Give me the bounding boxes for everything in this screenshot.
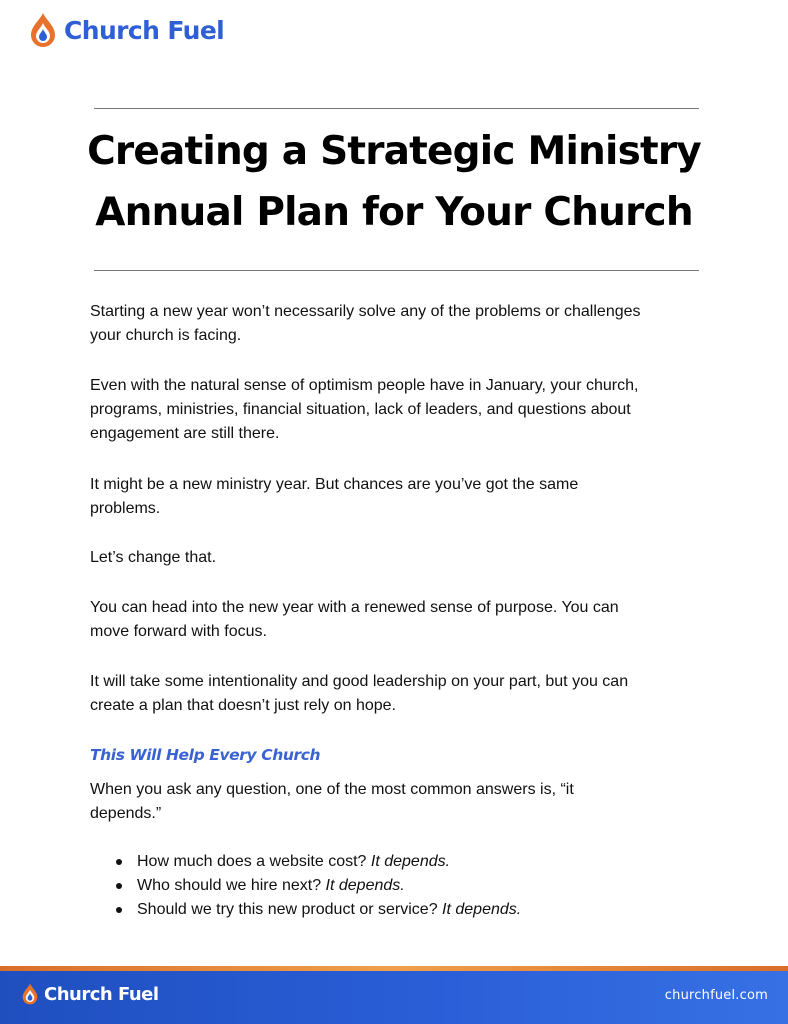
flame-drop-icon xyxy=(30,12,56,48)
paragraph-line: You can head into the new year with a renewed sense of purpose. You can xyxy=(90,599,619,616)
paragraph-2 xyxy=(90,374,720,446)
bullet-list xyxy=(116,850,521,922)
paragraph-3 xyxy=(90,473,720,521)
title-divider-top xyxy=(94,108,699,109)
list-item xyxy=(116,850,521,874)
list-item xyxy=(116,898,521,922)
page-title xyxy=(60,121,728,243)
paragraph-line: move forward with focus. xyxy=(90,623,267,640)
bullet-question: Should we try this new product or service? xyxy=(137,901,443,918)
list-item xyxy=(116,874,521,898)
bullet-answer: It depends. xyxy=(370,853,451,870)
paragraph-line: Even with the natural sense of optimism people have in January, your church, xyxy=(90,377,639,394)
paragraph-line: engagement are still there. xyxy=(90,425,280,442)
section-heading: This Will Help Every Church xyxy=(90,746,321,764)
footer-logo-wordmark: Church Fuel xyxy=(44,983,159,1005)
paragraph-line: It will take some intentionality and good leadership on your part, but you can xyxy=(90,673,629,690)
bullet-answer: It depends. xyxy=(442,901,522,918)
paragraph-line: It might be a new ministry year. But chances are you’ve got the same xyxy=(90,476,579,493)
title-line-1: Creating a Strategic Ministry xyxy=(87,129,701,174)
paragraph-line: programs, ministries, financial situation, lack of leaders, and questions about xyxy=(90,401,631,418)
bullet-question: How much does a website cost? xyxy=(137,853,371,870)
footer-logo xyxy=(22,983,159,1005)
bullet-icon xyxy=(116,907,122,913)
logo-wordmark: Church Fuel xyxy=(64,15,225,45)
paragraph-line: depends.” xyxy=(90,805,162,822)
bullet-question: Who should we hire next? xyxy=(137,877,326,894)
paragraph-line: your church is facing. xyxy=(90,327,242,344)
section-paragraph xyxy=(90,778,720,826)
bullet-icon xyxy=(116,883,122,889)
flame-drop-icon xyxy=(22,983,38,1005)
footer-website[interactable]: churchfuel.com xyxy=(664,988,768,1003)
paragraph-4 xyxy=(90,546,720,570)
paragraph-line: Let’s change that. xyxy=(90,549,217,566)
bullet-answer: It depends. xyxy=(325,877,405,894)
paragraph-5 xyxy=(90,596,720,644)
paragraph-line: When you ask any question, one of the most common answers is, “it xyxy=(90,781,574,798)
header-logo xyxy=(30,10,224,50)
title-divider-bottom xyxy=(94,270,699,271)
paragraph-line: create a plan that doesn’t just rely on hope. xyxy=(90,697,396,714)
paragraph-line: Starting a new year won’t necessarily solve any of the problems or challenges xyxy=(90,303,641,320)
paragraph-line: problems. xyxy=(90,500,161,517)
title-line-2: Annual Plan for Your Church xyxy=(95,190,693,235)
paragraph-6 xyxy=(90,670,720,718)
footer-accent-stripe xyxy=(0,966,788,971)
bullet-icon xyxy=(116,859,122,865)
paragraph-1 xyxy=(90,300,720,348)
